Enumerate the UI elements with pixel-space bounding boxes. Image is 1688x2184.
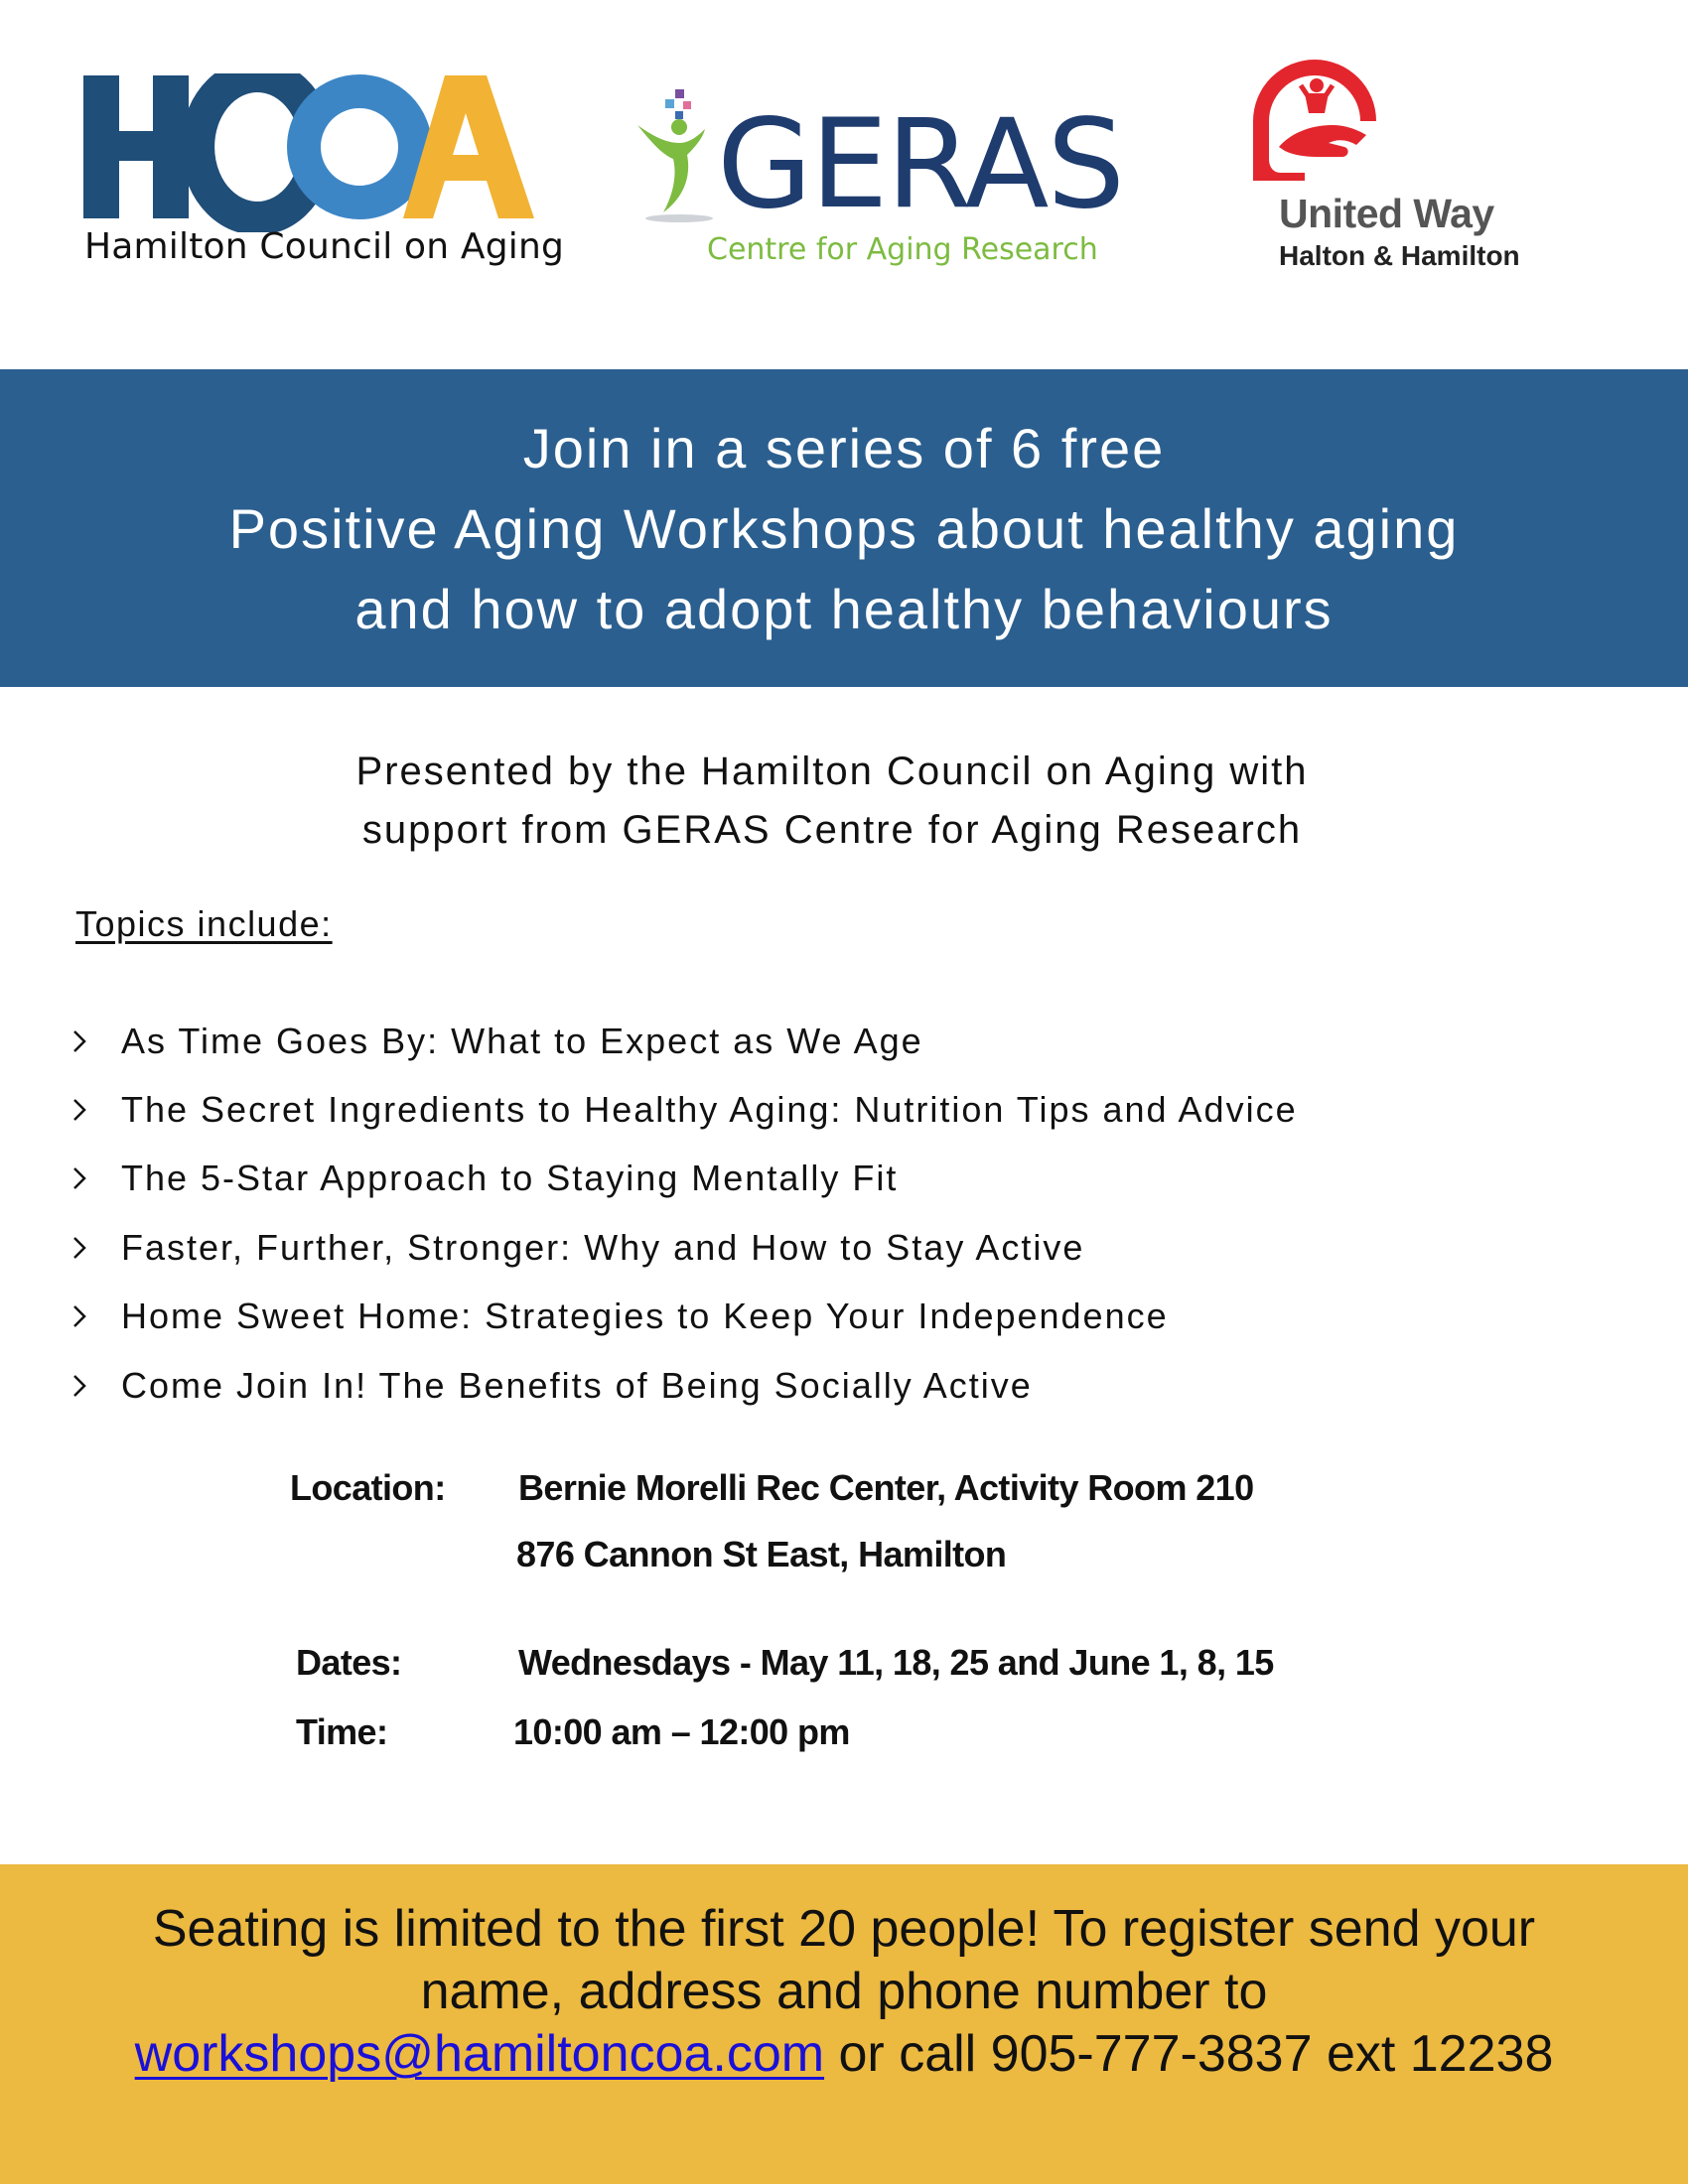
presented-by [0, 743, 1664, 860]
dates-label: Dates: [296, 1642, 402, 1683]
topic-text: Home Sweet Home: Strategies to Keep Your Independence [121, 1296, 1169, 1337]
topic-item [71, 1213, 1298, 1282]
time-label: Time: [296, 1711, 388, 1752]
hcoa-logo-name: Hamilton Council on Aging [84, 226, 565, 267]
topic-text: The 5-Star Approach to Staying Mentally Fit [121, 1158, 899, 1199]
topic-item [71, 1351, 1298, 1420]
phone-text: or call 905-777-3837 ext 12238 [824, 2025, 1554, 2083]
headline-line-1: Join in a series of 6 free [522, 416, 1166, 479]
topic-item [71, 1283, 1298, 1351]
topic-text: The Secret Ingredients to Healthy Aging: Nutrition Tips and Advice [121, 1089, 1298, 1131]
headline-line-3: and how to adopt healthy behaviours [354, 577, 1334, 640]
chevron-right-icon [71, 1022, 121, 1061]
united-way-logo-name: United Way [1279, 191, 1494, 236]
topic-item [71, 1145, 1298, 1213]
registration-line-1: Seating is limited to the first 20 people! To register send your [152, 1900, 1536, 1958]
location-label: Location: [290, 1467, 446, 1508]
geras-logo [633, 85, 1130, 284]
united-way-logo [1243, 56, 1541, 284]
registration-line-2: name, address and phone number to [420, 1963, 1268, 2020]
chevron-right-icon [71, 1366, 121, 1406]
united-way-logo-subtitle: Halton & Hamilton [1279, 240, 1520, 271]
dates-value: Wednesdays - May 11, 18, 25 and June 1, 8, 15 [518, 1642, 1274, 1683]
time-value: 10:00 am – 12:00 pm [513, 1711, 850, 1752]
location-value-line-1: Bernie Morelli Rec Center, Activity Room 210 [518, 1467, 1254, 1508]
email-link[interactable]: workshops@hamiltoncoa.com [134, 2025, 825, 2083]
geras-logo-name: GERAS [717, 93, 1124, 236]
united-way-hand-icon [1245, 56, 1384, 185]
registration-line-3 [0, 2023, 1688, 2086]
topic-text: Come Join In! The Benefits of Being Socially Active [121, 1364, 1033, 1406]
topic-text: As Time Goes By: What to Expect as We Age [121, 1020, 923, 1061]
registration-footer [0, 1864, 1688, 2184]
hcoa-logo [83, 73, 565, 282]
chevron-right-icon [71, 1228, 121, 1268]
geras-figure-icon [633, 85, 723, 224]
topic-text: Faster, Further, Stronger: Why and How to Stay Active [121, 1226, 1085, 1268]
chevron-right-icon [71, 1297, 121, 1336]
topic-item [71, 1075, 1298, 1144]
chevron-right-icon [71, 1159, 121, 1198]
location-value-line-2: 876 Cannon St East, Hamilton [516, 1534, 1007, 1574]
headline-banner [0, 369, 1688, 687]
topics-heading: Topics include: [75, 903, 333, 944]
geras-logo-subtitle: Centre for Aging Research [707, 232, 1098, 267]
topics-list [71, 1007, 1298, 1420]
topic-item [71, 1007, 1298, 1075]
hcoa-letters-logo [83, 73, 540, 232]
presented-by-line-2: support from GERAS Centre for Aging Research [361, 808, 1303, 852]
headline-line-2: Positive Aging Workshops about healthy aging [228, 496, 1460, 560]
presented-by-line-1: Presented by the Hamilton Council on Aging with [355, 750, 1309, 793]
logo-row [0, 0, 1688, 367]
chevron-right-icon [71, 1090, 121, 1130]
